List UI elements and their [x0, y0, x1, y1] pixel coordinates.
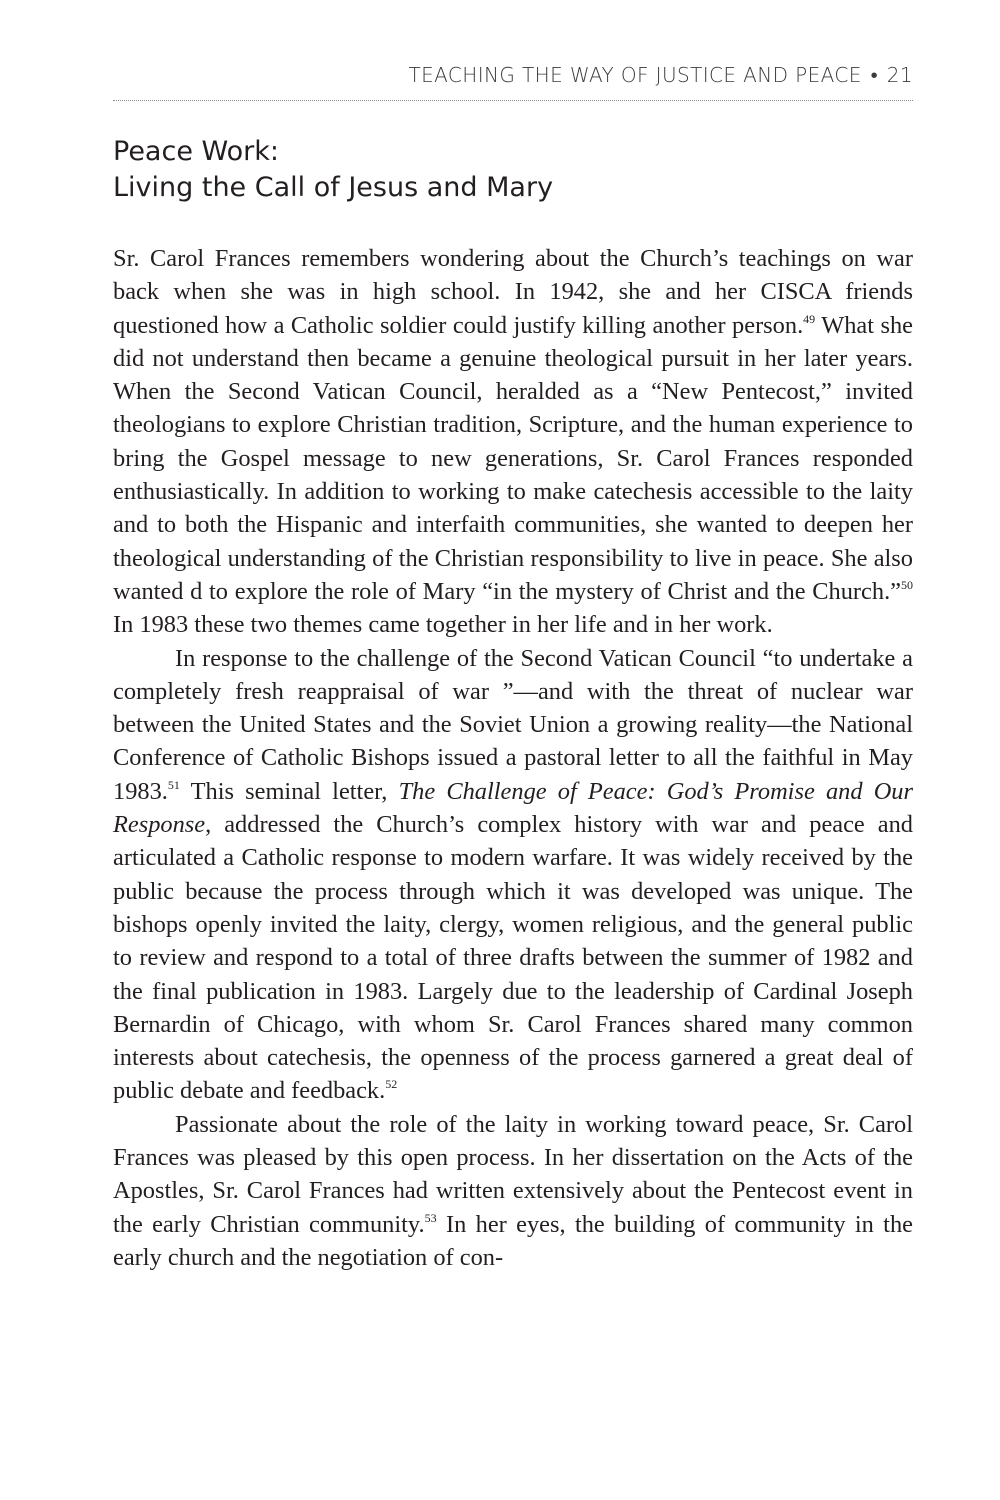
section-title-line-1: Peace Work: — [113, 136, 279, 167]
paragraph-2 — [113, 642, 913, 1108]
running-title: TEACHING THE WAY OF JUSTICE AND PEACE — [408, 63, 862, 87]
text-run: What she did not understand then became a genuine theological pursuit in her later years. When the Second Vatican Council, heralded as a “New Pentecost,” invited theologians to explore Christian tradition, Scripture, and the human experience to bring the Gospel message to new generations, Sr. Carol Frances responded enthusiastically. In addition to working to make catechesis accessible to the laity and to both the Hispanic and interfaith communities, she wanted to deepen her theological understanding of the Christian responsibility to live in peace. She also wanted d to explore the role of Mary “in the mystery of Christ and the Church.” — [113, 311, 913, 605]
footnote-ref: 52 — [385, 1077, 398, 1092]
page-number: 21 — [886, 63, 913, 87]
footnote-ref: 53 — [424, 1210, 437, 1225]
running-header — [113, 63, 913, 101]
section-heading — [113, 134, 913, 206]
footnote-ref: 49 — [803, 311, 816, 326]
paragraph-3 — [113, 1108, 913, 1274]
text-run: This seminal letter, — [179, 777, 399, 805]
text-run: In response to the challenge of the Second Vatican Council “to undertake a completely fresh reappraisal of war ”—and with the threat of nuclear war between the United States and the Soviet Union a growing reality—the National Conference of Catholic Bishops issued a pastoral letter to all the faithful in May 1983. — [113, 644, 913, 805]
text-run: In her eyes, the building of community in the early church and the negotiation of con- — [113, 1210, 913, 1271]
text-run: Passionate about the role of the laity in working toward peace, Sr. Carol Frances was pleased by this open process. In her dissertation on the Acts of the Apostles, Sr. Carol Frances had written extensively about the Pentecost event in the early Christian community. — [113, 1110, 913, 1238]
paragraph-1 — [113, 242, 913, 642]
footnote-ref: 51 — [167, 777, 180, 792]
footnote-ref: 50 — [901, 577, 913, 592]
section-title-line-2: Living the Call of Jesus and Mary — [113, 172, 554, 203]
body-text — [113, 242, 913, 1274]
text-run: Sr. Carol Frances remembers wondering about the Church’s teachings on war back when she was in high school. In 1942, she and her CISCA friends questioned how a Catholic soldier could justify killing another person. — [113, 245, 913, 339]
italic-title: The Challenge of Peace: God’s Promise and Our Response — [113, 777, 913, 839]
text-run: , addressed the Church’s complex history with war and peace and articulated a Catholic response to modern warfare. It was widely received by the public because the process through which it was developed was unique. The bishops openly invited the laity, clergy, women religious, and the general public to review and respond to a total of three drafts between the summer of 1982 and the final publication in 1983. Largely due to the leadership of Cardinal Joseph Bernardin of Chicago, with whom Sr. Carol Frances shared many common interests about catechesis, the openness of the process garnered a great deal of public debate and feedback. — [113, 811, 913, 1105]
text-run: In 1983 these two themes came together in her life and in her work. — [113, 611, 773, 639]
header-separator: • — [870, 63, 878, 87]
